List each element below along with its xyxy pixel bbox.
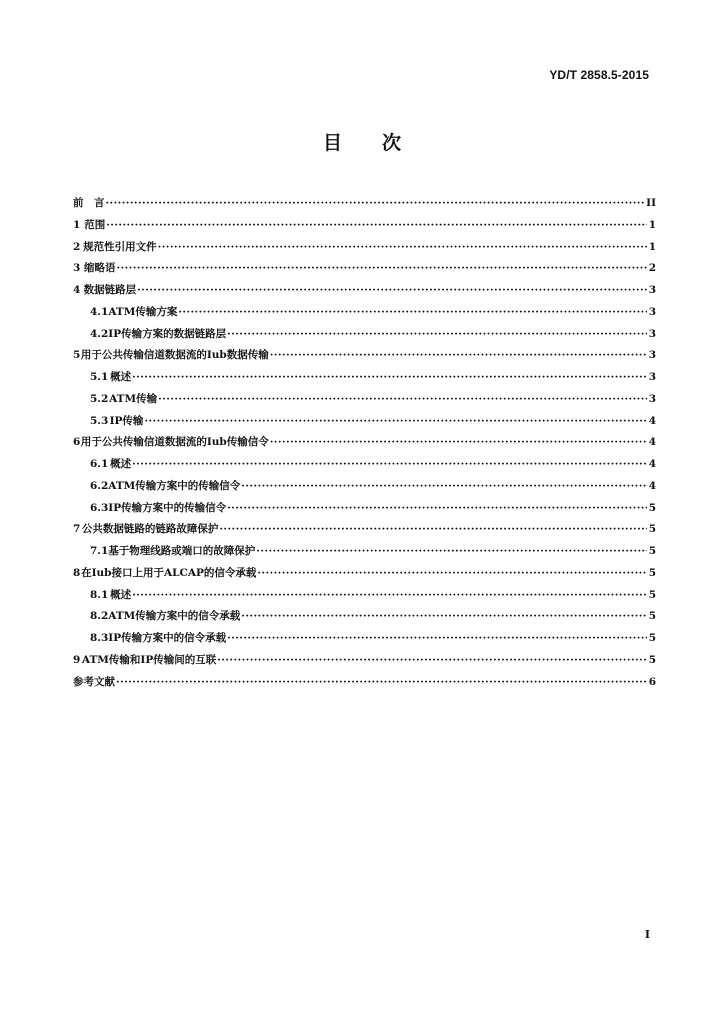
toc-leader-dots xyxy=(227,324,647,346)
toc-leader-dots xyxy=(219,519,647,541)
toc-entry-title: 公共数据链路的链路故障保护 xyxy=(81,523,219,536)
toc-leader-dots xyxy=(178,302,647,324)
toc-entry-number: 4 xyxy=(73,284,81,296)
toc-entry-number: 6 xyxy=(73,436,81,449)
toc-entry[interactable] xyxy=(73,650,656,672)
toc-entry-number: 9 xyxy=(73,653,81,666)
toc-entry-page: 3 xyxy=(648,327,656,340)
toc-entry-page: II xyxy=(646,197,656,209)
page-number: I xyxy=(644,928,650,941)
toc-entry[interactable] xyxy=(73,389,656,411)
toc-entry[interactable] xyxy=(73,411,656,433)
toc-entry-page: 3 xyxy=(648,284,656,296)
toc-leader-dots xyxy=(144,411,647,433)
toc-leader-dots xyxy=(158,237,647,259)
toc-entry-number: 5.1 xyxy=(90,371,109,383)
toc-entry-page: 5 xyxy=(648,610,656,623)
toc-entry-title: 用于公共传输信道数据流的Iub传输信令 xyxy=(80,436,269,449)
toc-entry-title: IP传输 xyxy=(109,414,144,427)
toc-entry-number: 5 xyxy=(73,349,81,362)
toc-entry-title: ATM传输方案 xyxy=(108,305,178,318)
toc-leader-dots xyxy=(241,606,647,628)
toc-entry-title: 参考文献 xyxy=(73,675,115,688)
toc-entry[interactable] xyxy=(73,628,656,650)
toc-entry-title: 基于物理线路或端口的故障保护 xyxy=(108,545,256,557)
toc-entry[interactable] xyxy=(73,237,656,259)
toc-entry-number: 7.1 xyxy=(90,545,109,557)
toc-entry-page: 4 xyxy=(648,479,656,492)
toc-leader-dots xyxy=(257,563,647,585)
toc-entry-number: 4.2 xyxy=(90,327,109,340)
toc-leader-dots xyxy=(137,280,647,302)
toc-entry[interactable] xyxy=(73,454,656,476)
toc-entry[interactable] xyxy=(73,585,656,607)
toc-entry[interactable] xyxy=(73,324,656,346)
toc-leader-dots xyxy=(132,367,647,389)
toc-leader-dots xyxy=(241,476,647,498)
toc-entry-number: 8.3 xyxy=(90,632,109,644)
toc-entry[interactable] xyxy=(73,606,656,628)
toc-entry-page: 4 xyxy=(648,414,656,427)
toc-entry-page: 4 xyxy=(648,436,656,449)
toc-entry-page: 5 xyxy=(648,501,656,514)
toc-entry-title: ATM传输方案中的传输信令 xyxy=(108,479,241,492)
toc-entry-title: IP传输方案的数据链路层 xyxy=(108,327,227,340)
toc-entry-number: 6.3 xyxy=(90,501,109,514)
toc-entry-number: 3 xyxy=(73,262,81,275)
toc-entry-title: 前 言 xyxy=(73,197,105,209)
toc-leader-dots xyxy=(227,498,647,520)
toc-entry-page: 5 xyxy=(648,523,656,536)
toc-entry-title: 概述 xyxy=(110,371,132,383)
toc-entry-number: 4.1 xyxy=(90,305,109,318)
toc-entry-number: 1 xyxy=(73,218,81,231)
toc-entry[interactable] xyxy=(73,498,656,520)
toc-entry-title: 缩略语 xyxy=(84,262,116,275)
toc-entry-number: 6.2 xyxy=(90,479,109,492)
toc-entry[interactable] xyxy=(73,519,656,541)
toc-entry-title: 概述 xyxy=(110,588,132,601)
toc-entry-title: 在Iub接口上用于ALCAP的信令承载 xyxy=(81,566,257,579)
toc-entry-title: 数据链路层 xyxy=(83,284,137,296)
toc-entry[interactable] xyxy=(73,672,656,694)
toc-entry-page: 3 xyxy=(648,305,656,318)
toc-entry-page: 5 xyxy=(648,545,656,557)
toc-entry-page: 5 xyxy=(648,632,656,644)
toc-leader-dots xyxy=(158,389,647,411)
toc-leader-dots xyxy=(132,585,647,607)
toc-entry-title: IP传输方案中的信令承载 xyxy=(108,632,227,644)
toc-entry-page: 1 xyxy=(648,218,656,231)
toc-leader-dots xyxy=(116,672,647,694)
toc-entry-page: 2 xyxy=(648,262,656,275)
toc-entry-title: 用于公共传输信道数据流的Iub数据传输 xyxy=(80,349,269,362)
toc-entry-title: 规范性引用文件 xyxy=(83,240,157,253)
toc-entry-title: 范围 xyxy=(84,218,106,231)
toc-entry-page: 1 xyxy=(648,240,656,253)
toc-entry[interactable] xyxy=(73,302,656,324)
toc-entry-title: ATM传输 xyxy=(109,392,158,405)
toc-entry-page: 5 xyxy=(648,653,656,666)
toc-entry-page: 5 xyxy=(648,566,656,579)
toc-entry[interactable] xyxy=(73,563,656,585)
toc-leader-dots xyxy=(106,193,646,215)
toc-entry-number: 2 xyxy=(73,240,81,253)
toc-entry[interactable] xyxy=(73,280,656,302)
toc-leader-dots xyxy=(106,215,647,237)
toc-entry-title: 概述 xyxy=(110,458,132,470)
toc-entry-title: ATM传输和IP传输间的互联 xyxy=(81,653,217,666)
toc-leader-dots xyxy=(217,650,647,672)
toc-entry-number: 5.2 xyxy=(90,392,109,405)
toc-entry-page: 4 xyxy=(648,458,656,470)
toc-entry-page: 3 xyxy=(648,371,656,383)
page-title: 目次 xyxy=(322,132,441,154)
toc-entry-number: 5.3 xyxy=(90,414,109,427)
toc-entry[interactable] xyxy=(73,541,656,563)
toc-entry[interactable] xyxy=(73,367,656,389)
toc-leader-dots xyxy=(256,541,647,563)
toc-entry[interactable] xyxy=(73,258,656,280)
toc-leader-dots xyxy=(132,454,647,476)
toc-entry[interactable] xyxy=(73,215,656,237)
toc-entry-number: 8.1 xyxy=(90,588,109,601)
toc-entry-number: 8.2 xyxy=(90,610,109,623)
toc-entry-page: 6 xyxy=(648,675,656,688)
toc-entry-page: 5 xyxy=(648,588,656,601)
toc-entry[interactable] xyxy=(73,193,656,215)
toc-leader-dots xyxy=(270,432,647,454)
toc-leader-dots xyxy=(270,345,647,367)
toc-leader-dots xyxy=(117,258,647,280)
toc-entry[interactable] xyxy=(73,476,656,498)
toc-entry[interactable] xyxy=(73,345,656,367)
toc-entry-number: 8 xyxy=(73,566,81,579)
toc-entry[interactable] xyxy=(73,432,656,454)
toc-entry-title: IP传输方案中的传输信令 xyxy=(108,501,227,514)
toc-entry-page: 3 xyxy=(648,392,656,405)
toc-entry-page: 3 xyxy=(648,349,656,362)
toc-leader-dots xyxy=(227,628,647,650)
table-of-contents xyxy=(73,193,656,693)
toc-entry-number: 7 xyxy=(73,523,81,536)
document-code: YD/T 2858.5-2015 xyxy=(549,68,649,82)
toc-entry-number: 6.1 xyxy=(90,458,109,470)
toc-entry-title: ATM传输方案中的信令承载 xyxy=(108,610,241,623)
